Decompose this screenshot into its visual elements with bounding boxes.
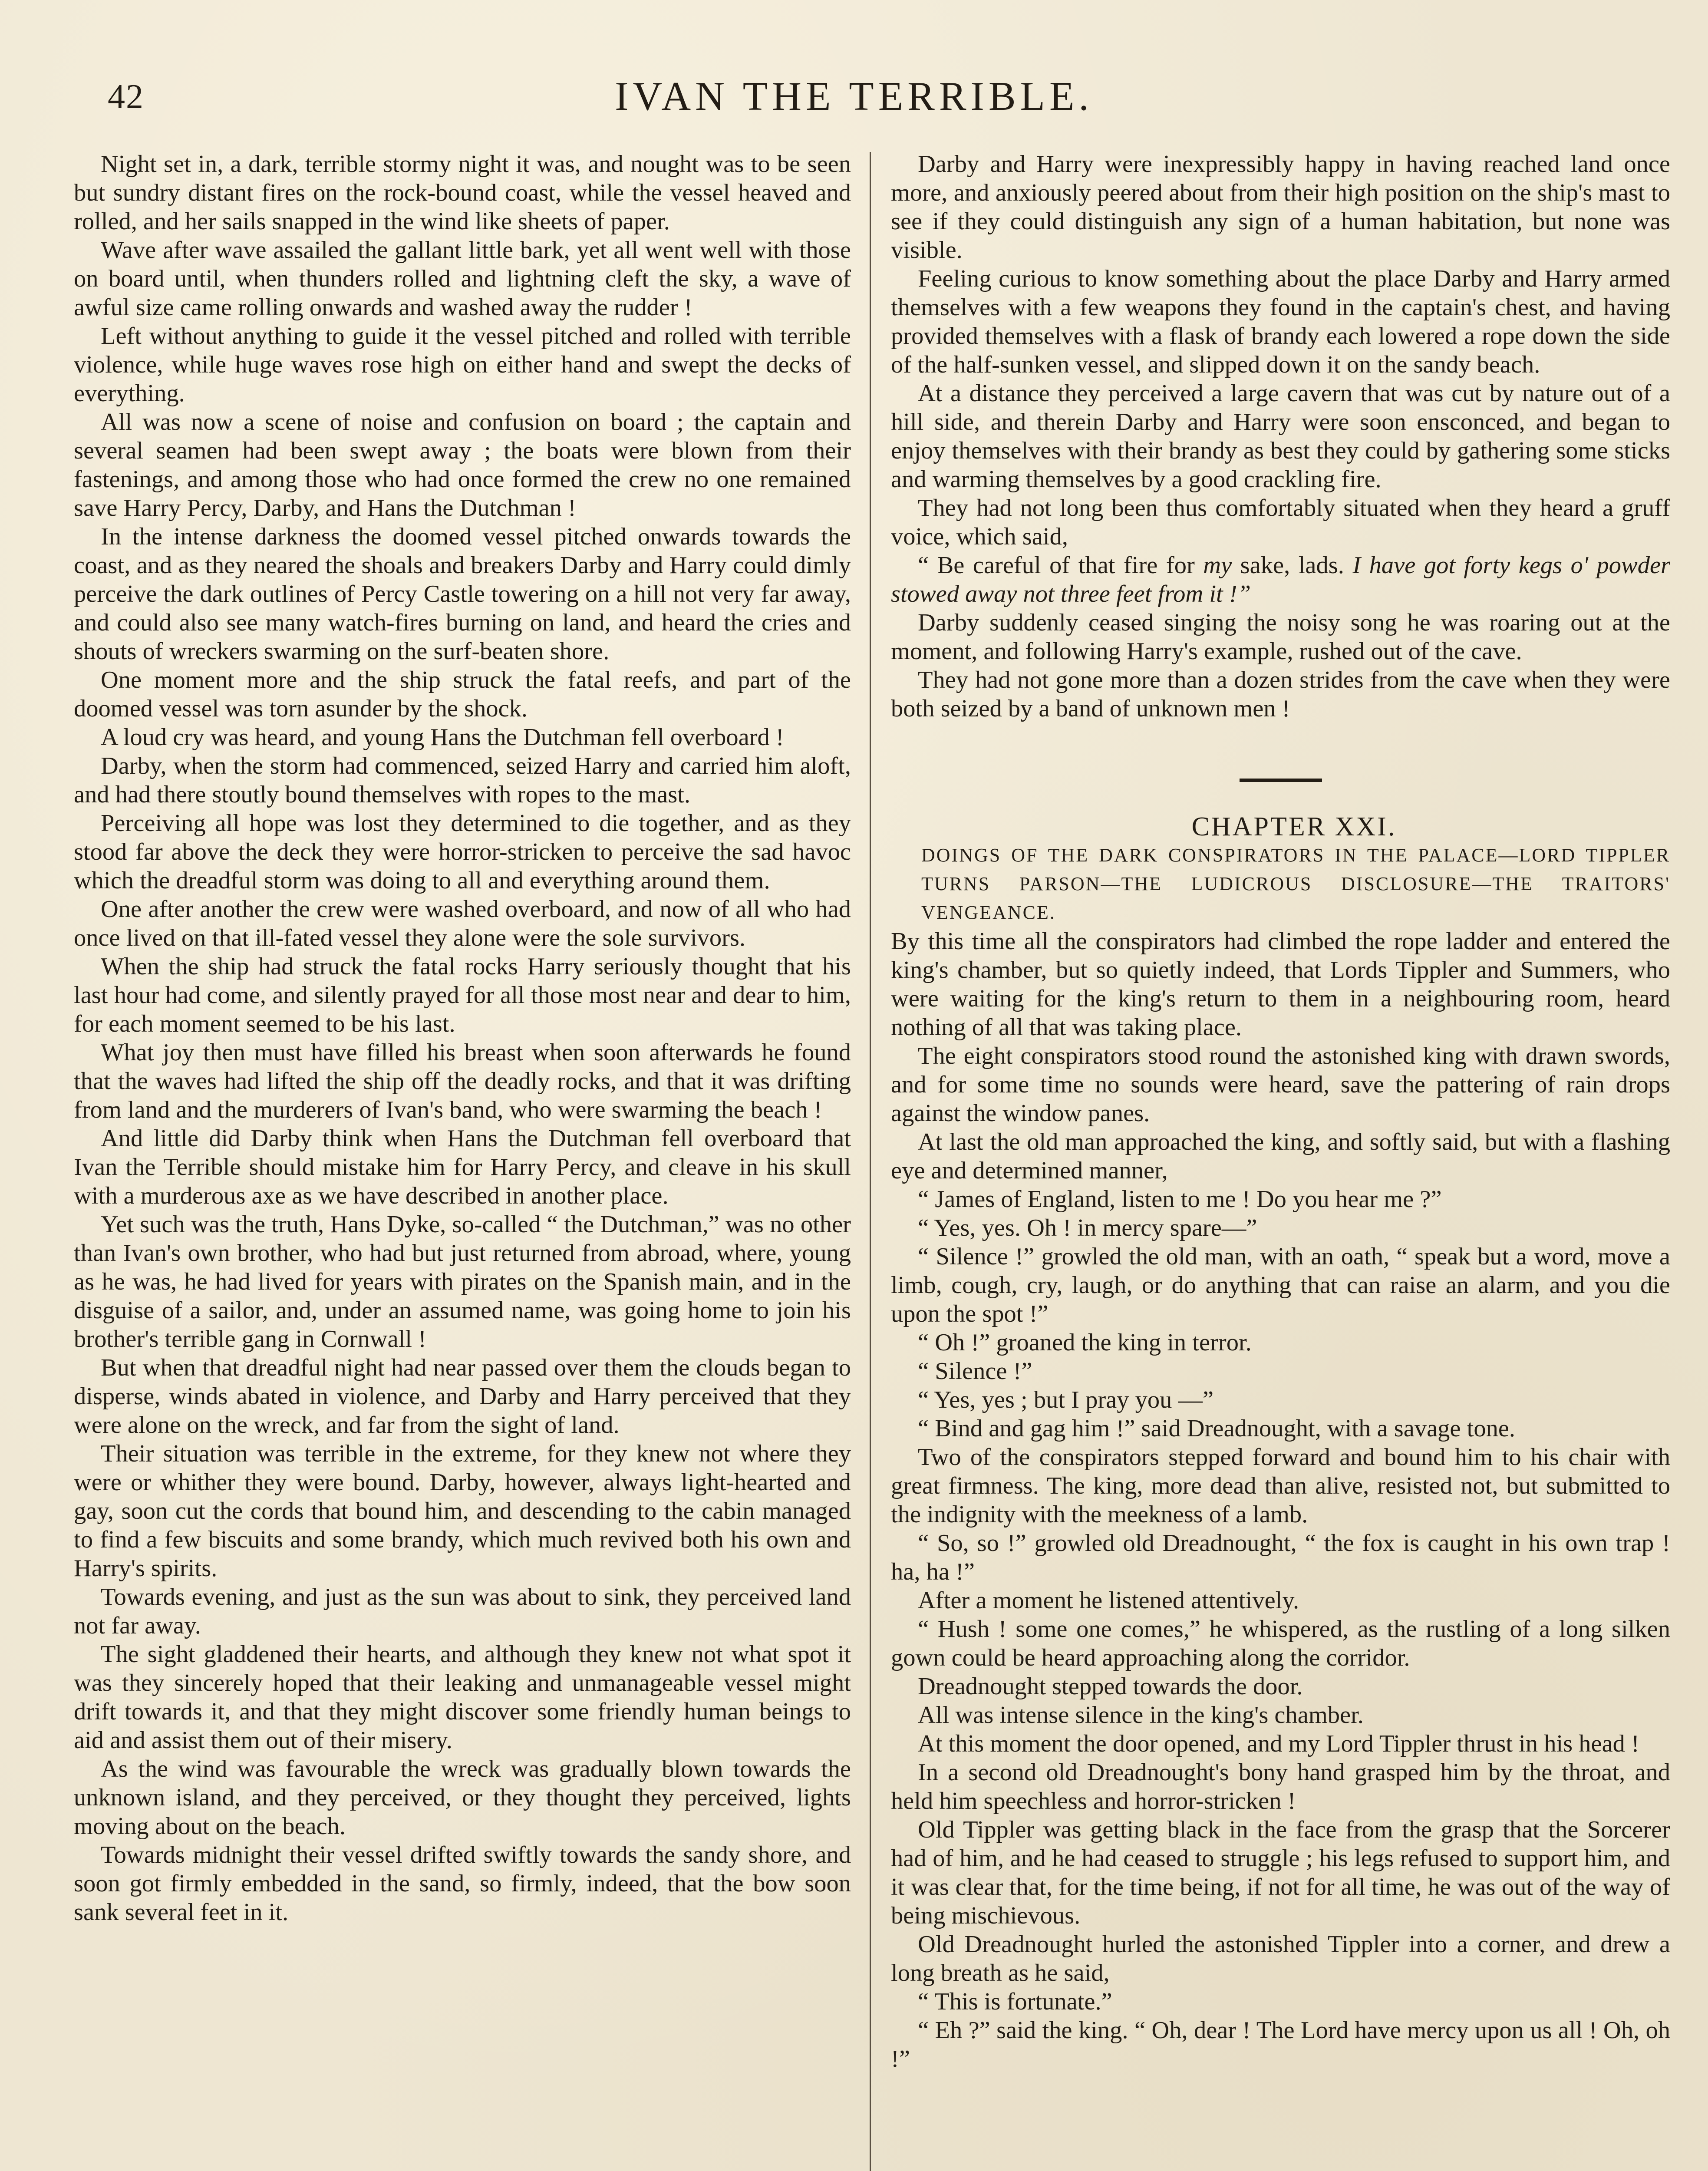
quote-italic-tail: I have got forty kegs o' powder stowed away not three feet from it !” [891,552,1670,607]
running-title: IVAN THE TERRIBLE. [615,74,1093,119]
paragraph: “ This is fortunate.” [918,1988,1112,2015]
paragraph: Old Dreadnought hurled the astonished Tippler into a corner, and drew a long breath as he said, [891,1931,1670,1986]
paragraph: In the intense darkness the doomed vessel pitched onwards towards the coast, and as they neared the shoals and breakers Darby and Harry could dimly perceive the dark outlines of Percy Castle towering on a hill not very far away, and could also see many watch-fires burning on land, and heard the cries and shouts of wreckers swarming on the surf-beaten shore. [74,523,851,665]
paragraph: As the wind was favourable the wreck was gradually blown towards the unknown island, and they perceived, or they thought they perceived, lights moving about on the beach. [74,1755,851,1840]
chapter-opening-paragraph: By this time all the conspirators had climbed the rope ladder and entered the king's chamber, but so quietly indeed, that Lords Tippler and Summers, who were waiting for the king's return to them in a neighbouring room, heard nothing of all that was taking place. [891,928,1670,1041]
paragraph: Darby, when the storm had commenced, seized Harry and carried him aloft, and had there stoutly bound themselves with ropes to the mast. [74,752,851,808]
paragraph: Towards evening, and just as the sun was about to sink, they perceived land not far away. [74,1584,851,1639]
paragraph: They had not gone more than a dozen strides from the cave when they were both seized by a band of unknown men ! [891,666,1670,722]
paragraph: “ Oh !” groaned the king in terror. [918,1329,1252,1356]
paragraph: Perceiving all hope was lost they determined to die together, and as they stood far above the deck they were horror-stricken to perceive the sad havoc which the dreadful storm was doing to all and everything around them. [74,810,851,894]
paragraph: “ Silence !” growled the old man, with an oath, “ speak but a word, move a limb, cough, cry, laugh, or do anything that can raise an alarm, and you die upon the spot !” [891,1243,1670,1327]
paragraph: Old Tippler was getting black in the face from the grasp that the Sorcerer had of him, and he had ceased to struggle ; his legs refused to support him, and it was clear that, for the time being, if not for all time, he was out of the way of being mischievous. [891,1816,1670,1929]
paragraph: A loud cry was heard, and young Hans the Dutchman fell overboard ! [101,724,784,751]
paragraph: The sight gladdened their hearts, and although they knew not what spot it was they sincerely hoped that their leaking and unmanageable vessel might drift towards it, and that they might discover some friendly human beings to aid and assist them out of their misery. [74,1641,851,1754]
paragraph: “ Yes, yes. Oh ! in mercy spare—” [918,1214,1257,1241]
paragraph: They had not long been thus comfortably situated when they heard a gruff voice, which said, [891,495,1670,550]
paragraph: “ Yes, yes ; but I pray you —” [918,1386,1214,1413]
page-number: 42 [108,78,144,116]
right-column [891,150,1670,2171]
paragraph: Darby and Harry were inexpressibly happy in having reached land once more, and anxiously peered about from their high position on the ship's mast to see if they could distinguish any sign of a human habitation, but none was visible. [891,151,1670,264]
paragraph: One moment more and the ship struck the fatal reefs, and part of the doomed vessel was torn asunder by the shock. [74,666,851,722]
paragraph: After a moment he listened attentively. [918,1587,1299,1614]
paragraph: “ Hush ! some one comes,” he whispered, as the rustling of a long silken gown could be heard approaching along the corridor. [891,1616,1670,1671]
right-column-after [891,1042,1670,2073]
paragraph: Feeling curious to know something about the place Darby and Harry armed themselves with a few weapons they found in the captain's chest, and having provided themselves with a flask of brandy each lowered a rope down the side of the half-sunken vessel, and slipped down it on the sandy beach. [891,265,1670,378]
quoted-warning [891,551,1670,608]
paragraph: Darby suddenly ceased singing the noisy song he was roaring out at the moment, and following Harry's example, rushed out of the cave. [891,609,1670,665]
paragraph: Two of the conspirators stepped forward and bound him to his chair with great firmness. The king, more dead than alive, resisted not, but submitted to the indignity with the meekness of a lamb. [891,1444,1670,1528]
paragraph: All was now a scene of noise and confusion on board ; the captain and several seamen had been swept away ; the boats were blown from their fastenings, and among those who had once formed the crew no one remained save Harry Percy, Darby, and Hans the Dutchman ! [74,409,851,521]
paragraph: “ So, so !” growled old Dreadnought, “ the fox is caught in his own trap ! ha, ha !” [891,1530,1670,1585]
chapter-synopsis: DOINGS OF THE DARK CONSPIRATORS IN THE PALACE—LORD TIPPLER TURNS PARSON—THE LUDICROUS DISCLOSURE—THE TRAITORS' VENGEANCE. [921,845,1670,923]
paragraph: Night set in, a dark, terrible stormy night it was, and nought was to be seen but sundry distant fires on the rock-bound coast, while the vessel heaved and rolled, and her sails snapped in the wind like sheets of paper. [74,151,851,235]
paragraph: And little did Darby think when Hans the Dutchman fell overboard that Ivan the Terrible should mistake him for Harry Percy, and cleave in his skull with a murderous axe as we have described in another place. [74,1125,851,1209]
quote-text: “ Be careful of that fire for [918,552,1204,579]
paragraph: Left without anything to guide it the vessel pitched and rolled with terrible violence, while huge waves rose high on either hand and swept the decks of everything. [74,323,851,407]
left-column [74,150,851,2171]
paragraph: When the ship had struck the fatal rocks Harry seriously thought that his last hour had come, and silently prayed for all those most near and dear to him, for each moment seemed to be his last. [74,953,851,1037]
paragraph: What joy then must have filled his breast when soon afterwards he found that the waves had lifted the ship off the deadly rocks, and that it was drifting from land and the murderers of Ivan's band, who were swarming the beach ! [74,1039,851,1123]
paragraph: “ James of England, listen to me ! Do you hear me ?” [918,1186,1442,1213]
paragraph: “ Silence !” [918,1358,1032,1385]
column-divider [870,152,871,2171]
quote-text-2: sake, lads. [1232,552,1353,579]
paragraph: At last the old man approached the king, and softly said, but with a flashing eye and determined manner, [891,1128,1670,1184]
paragraph: “ Eh ?” said the king. “ Oh, dear ! The Lord have mercy upon us all ! Oh, oh !” [891,2017,1670,2072]
paragraph: At a distance they perceived a large cavern that was cut by nature out of a hill side, and therein Darby and Harry were soon ensconced, and began to enjoy themselves with their brandy as best they could by gathering some sticks and warming themselves by a good crackling fire. [891,380,1670,493]
paragraph: In a second old Dreadnought's bony hand grasped him by the throat, and held him speechless and horror-stricken ! [891,1759,1670,1815]
paragraph: The eight conspirators stood round the astonished king with drawn swords, and for some time no sounds were heard, save the pattering of rain drops against the window panes. [891,1043,1670,1127]
paragraph: Their situation was terrible in the extreme, for they knew not where they were or whither they were bound. Darby, however, always light-hearted and gay, soon cut the cords that bound him, and descending to the cabin managed to find a few biscuits and some brandy, which much revived both his own and Harry's spirits. [74,1440,851,1582]
paragraph: Dreadnought stepped towards the door. [918,1673,1303,1700]
paragraph: Towards midnight their vessel drifted swiftly towards the sandy shore, and soon got firmly embedded in the sand, so firmly, indeed, that the bow soon sank several feet in it. [74,1841,851,1926]
right-column-middle [891,608,1670,723]
quote-emphasis: my [1203,552,1232,579]
chapter-divider-rule [1240,779,1322,782]
paragraph: But when that dreadful night had near passed over them the clouds began to disperse, winds abated in violence, and Darby and Harry perceived that they were alone on the wreck, and far from the sight of land. [74,1354,851,1439]
paragraph: “ Bind and gag him !” said Dreadnought, with a savage tone. [918,1415,1516,1442]
paragraph: Yet such was the truth, Hans Dyke, so-called “ the Dutchman,” was no other than Ivan's own brother, who had but just returned from abroad, where, young as he was, he had lived for years with pirates on the Spanish main, and in the disguise of a sailor, and, under an assumed name, was going home to join his brother's terrible gang in Cornwall ! [74,1211,851,1353]
paragraph: At this moment the door opened, and my Lord Tippler thrust in his head ! [918,1730,1639,1757]
paragraph: Wave after wave assailed the gallant little bark, yet all went well with those on board until, when thunders rolled and lightning cleft the sky, a wave of awful size came rolling onwards and washed away the rudder ! [74,237,851,321]
right-column-before [891,150,1670,551]
paragraph: All was intense silence in the king's chamber. [918,1702,1364,1729]
paragraph: One after another the crew were washed overboard, and now of all who had once lived on that ill-fated vessel they alone were the sole survivors. [74,896,851,951]
chapter-heading: CHAPTER XXI. [1191,812,1397,841]
